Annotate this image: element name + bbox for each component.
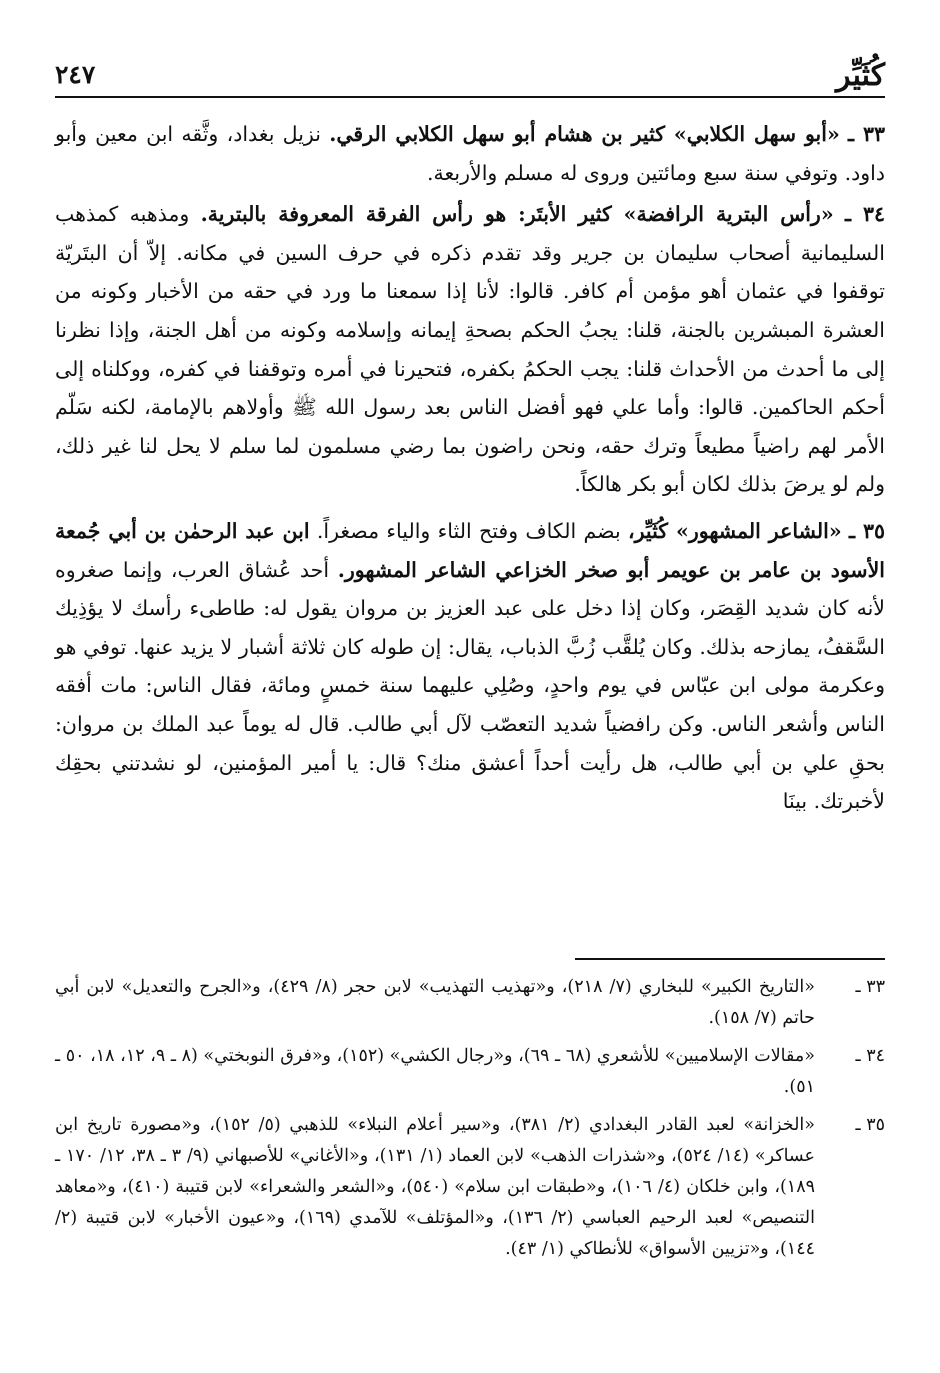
main-text [55,115,885,824]
entry-heading: «رأس البترية الرافضة» كثير الأبتَر: هو رأس الفرقة المعروفة بالبترية. [200,202,834,227]
footnote-33 [55,972,885,1034]
footnote-number: ٣٣ ـ [855,977,885,997]
footnotes [55,972,885,1272]
footnote-text: «مقالات الإسلاميين» للأشعري (٦٨ ـ ٦٩)، و«رجال الكشي» (١٥٢)، و«فرق النوبختي» (٨ ـ ٩، ١٢، ١٨، ٥٠ ـ ٥١). [55,1046,815,1097]
page-number: ٢٤٧ [55,60,96,89]
entry-text: ومذهبه كمذهب السليمانية أصحاب سليمان بن جرير وقد تقدم ذكره في حرف السين في مكانه. إلاّ أن البتَريّة توقفوا في عثمان أهو مؤمن أم كافر. قالوا: لأنا إذا سمعنا ما ورد في حقه من الأخبار وكونه من العشرة المبشرين بالجنة، قلنا: يجبُ الحكم بصحةِ إيمانه وإسلامه وكونه من أهل الجنة، وإذا نظرنا إلى ما أحدث من الأحداث قلنا: يجب الحكمُ بكفره، فتحيرنا في أمره وتوقفنا في كفره، ووكلناه إلى أحكم الحاكمين. قالوا: وأما علي فهو أفضل الناس بعد رسول الله ﷺ وأولاهم بالإمامة، لكنه سَلّم الأمر لهم راضياً مطيعاً وترك حقه، ونحن راضون بما رضي مسلمون لما سلم لا يحل لنا غير ذلك، ولم لو يرضَ بذلك لكان أبو بكر هالكاً. [55,202,885,497]
entry-text: بضم الكاف وفتح الثاء والياء مصغراً. [316,518,621,543]
footnote-number: ٣٥ ـ [855,1115,885,1135]
footnote-text: «التاريخ الكبير» للبخاري (٧/ ٢١٨)، و«تهذيب التهذيب» لابن حجر (٨/ ٤٢٩)، و«الجرح والتعديل» لابن أبي حاتم (٧/ ١٥٨). [55,977,815,1028]
running-header [55,56,885,98]
entry-heading: «الشاعر المشهور» كُثَيِّر، [628,518,842,543]
entry-number: ٣٣ ـ [848,122,885,146]
running-title: كُثَيِّر [836,58,885,93]
entry-33 [55,115,885,192]
entry-text-continued: أحد عُشاق العرب، وإنما صغروه لأنه كان شديد القِصَر، وكان إذا دخل على عبد العزيز بن مروان يقول له: طاطىء رأسك لا يؤذِيك السَّقفُ، يمازحه بذلك. وكان يُلقَّب زُبَّ الذباب، يقال: إن طوله كان ثلاثة أشبار لا يزيد عنها. توفي هو وعكرمة مولى ابن عبّاس في يوم واحدٍ، وصُلِي عليهما سنة خمسٍ ومائة، فقال الناس: مات أفقه الناس وأشعر الناس. وكن رافضياً شديد التعصّب لآل أبي طالب. قال له يوماً عبد الملك بن مروان: بحقِ علي بن أبي طالب، هل رأيت أحداً أعشق منك؟ قال: يا أمير المؤمنين، لو نشدتني بحقِك لأخبرتك. بينَا [55,557,885,814]
entry-34 [55,195,885,504]
footnote-35 [55,1110,885,1265]
entry-text: نزيل بغداد، وثَّقه ابن معين وأبو داود. وتوفي سنة سبع ومائتين وروى له مسلم والأربعة. [55,122,885,185]
entry-35 [55,512,885,821]
footnote-separator [575,958,885,960]
entry-subheading: ابن عبد الرحمٰن بن أبي جُمعة الأسود بن عامر بن عويمر أبو صخر الخزاعي الشاعر المشهور. [55,518,885,582]
entry-number: ٣٥ ـ [848,518,885,543]
footnote-34 [55,1041,885,1103]
entry-heading: «أبو سهل الكلابي» كثير بن هشام أبو سهل الكلابي الرقي. [329,122,840,146]
footnote-text: «الخزانة» لعبد القادر البغدادي (٢/ ٣٨١)، و«سير أعلام النبلاء» للذهبي (٥/ ١٥٢)، و«مصورة تاريخ ابن عساكر» (١٤/ ٥٢٤)، و«شذرات الذهب» لابن العماد (١/ ١٣١)، و«الأغاني» للأصبهاني (٩/ ٣ ـ ٣٨، ١٢/ ١٧٠ ـ ١٨٩)، وابن خلكان (٤/ ١٠٦)، و«طبقات ابن سلام» (٥٤٠)، و«الشعر والشعراء» لابن قتيبة (٤١٠)، و«معاهد التنصيص» لعبد الرحيم العباسي (٢/ ١٣٦)، و«المؤتلف» للآمدي (١٦٩)، و«عيون الأخبار» لابن قتيبة (٢/ ١٤٤)، و«تزيين الأسواق» للأنطاكي (١/ ٤٣). [55,1115,815,1259]
footnote-number: ٣٤ ـ [855,1046,885,1066]
entry-number: ٣٤ ـ [844,202,885,227]
